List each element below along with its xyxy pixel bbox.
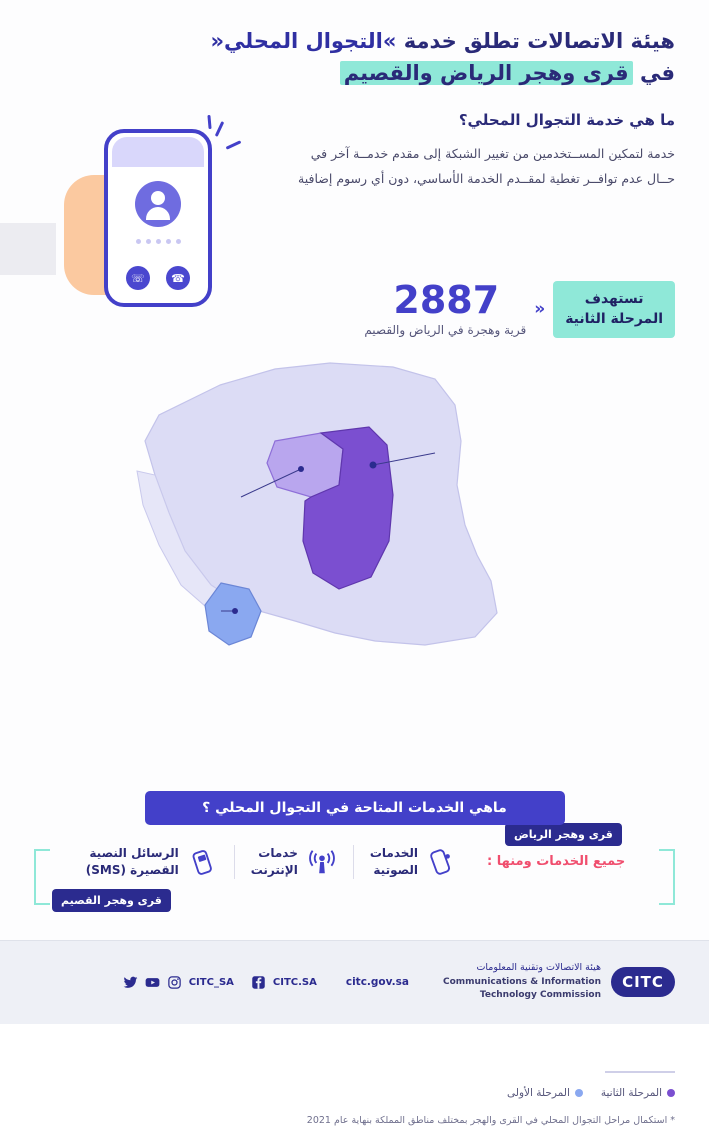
stat-number: 2887 <box>393 278 500 323</box>
loading-dots <box>112 239 204 244</box>
phone-illustration <box>46 115 266 325</box>
title-part-a: هيئة الاتصالات تطلق خدمة <box>396 29 675 53</box>
service-item-internet <box>234 845 353 879</box>
saudi-arabia-map <box>125 345 585 685</box>
title-part-b: »التجوال المحلي« <box>210 29 397 53</box>
title-part-c: في <box>632 60 675 85</box>
legend-label-phase2: المرحلة الثانية <box>600 1087 662 1099</box>
title-highlight: قرى وهجر الرياض والقصيم <box>340 61 633 85</box>
stat-badge-line1: تستهدف <box>584 291 644 307</box>
services-title: ماهي الخدمات المتاحة في التجوال المحلي ؟ <box>145 791 565 825</box>
antenna-internet-icon <box>307 847 337 877</box>
spark-icon <box>226 140 242 149</box>
stat-value-block <box>364 278 527 338</box>
sms-phone-icon <box>188 847 218 877</box>
footer-org-en2: Technology Commission <box>479 990 601 1001</box>
footer-org-ar: هيئة الاتصالات وتقنية المعلومات <box>476 962 601 974</box>
website-url[interactable]: citc.gov.sa <box>345 976 409 988</box>
phone-status-bar <box>112 137 204 167</box>
service-voice-line2: الصوتية <box>373 862 419 877</box>
legend-item-phase1 <box>507 1087 583 1099</box>
service-label-voice <box>370 845 418 879</box>
header <box>0 0 709 89</box>
smartphone-graphic <box>104 129 212 307</box>
facebook-handle: CITC.SA <box>272 976 317 988</box>
legend-divider <box>605 1071 675 1073</box>
title-line-2 <box>34 58 675 90</box>
map-region-qassim <box>267 433 343 497</box>
spark-icon <box>207 115 211 129</box>
service-item-sms <box>70 845 234 879</box>
spark-icon <box>215 121 224 137</box>
title-line-1 <box>34 26 675 58</box>
map-point-aseer <box>232 608 238 614</box>
call-buttons <box>112 266 204 290</box>
service-label-internet <box>251 845 298 879</box>
stat-bar <box>364 278 675 338</box>
stat-subtitle: قرية وهجرة في الرياض والقصيم <box>364 323 527 338</box>
instagram-icon[interactable] <box>167 975 182 990</box>
footer-org-en1: Communications & Information <box>442 976 601 987</box>
bracket-decoration-right <box>659 849 675 905</box>
service-internet-line2: الإنترنت <box>250 862 298 877</box>
footer-org-names <box>443 961 601 1002</box>
social-handle: CITC_SA <box>188 976 234 988</box>
footer <box>0 940 709 1024</box>
youtube-icon[interactable] <box>145 975 160 990</box>
map-label-riyadh: قرى وهجر الرياض <box>505 823 622 846</box>
intro-body: خدمة لتمكين المســتخدمين من تغيير الشبكة إلى مقدم خدمــة آخر في حــال عدم توافــر تغطية لمقــدم الخدمة الأساسي، دون أي رسوم إضافية <box>298 146 675 186</box>
intro-question: ما هي خدمة التجوال المحلي؟ <box>458 111 675 129</box>
map-footnote: * استكمال مراحل التجوال المحلي في القرى والهجر بمختلف مناطق المملكة بنهاية عام 2021 <box>306 1115 675 1126</box>
stat-badge-line2: المرحلة الثانية <box>565 311 663 328</box>
services-row <box>0 845 709 879</box>
phone-voice-icon <box>427 847 457 877</box>
service-internet-line1: خدمات <box>258 846 298 860</box>
facebook-icon[interactable] <box>251 975 266 990</box>
citc-logo-mark: CITC <box>611 967 675 997</box>
social-links <box>123 975 443 990</box>
end-call-icon: ☎ <box>166 266 190 290</box>
service-voice-line1: الخدمات <box>369 846 419 860</box>
footer-divider <box>0 940 709 941</box>
intro-text-block <box>295 111 675 191</box>
chevron-left-icon: « <box>534 299 546 320</box>
service-item-voice <box>353 845 473 879</box>
map-label-qassim: قرى وهجر القصيم <box>52 889 171 912</box>
legend-label-phase1: المرحلة الأولى <box>507 1087 570 1099</box>
stat-badge <box>553 281 675 338</box>
map-point-qassim <box>298 466 304 472</box>
bracket-decoration-left <box>34 849 50 905</box>
services-lead-text: جميع الخدمات ومنها : <box>487 854 626 870</box>
service-sms-line2: القصيرة (SMS) <box>85 862 179 877</box>
answer-call-icon: ☏ <box>126 266 150 290</box>
twitter-icon[interactable] <box>123 975 138 990</box>
user-avatar-icon <box>135 181 181 227</box>
service-sms-line1: الرسائل النصية <box>89 846 179 860</box>
phone-screen <box>112 137 204 299</box>
map-legend <box>507 1087 675 1099</box>
service-label-sms <box>86 845 179 879</box>
legend-item-phase2 <box>601 1087 675 1099</box>
footer-logo <box>443 961 675 1002</box>
services-section <box>0 791 709 921</box>
intro-section <box>0 105 709 338</box>
map-point-riyadh <box>369 462 376 469</box>
